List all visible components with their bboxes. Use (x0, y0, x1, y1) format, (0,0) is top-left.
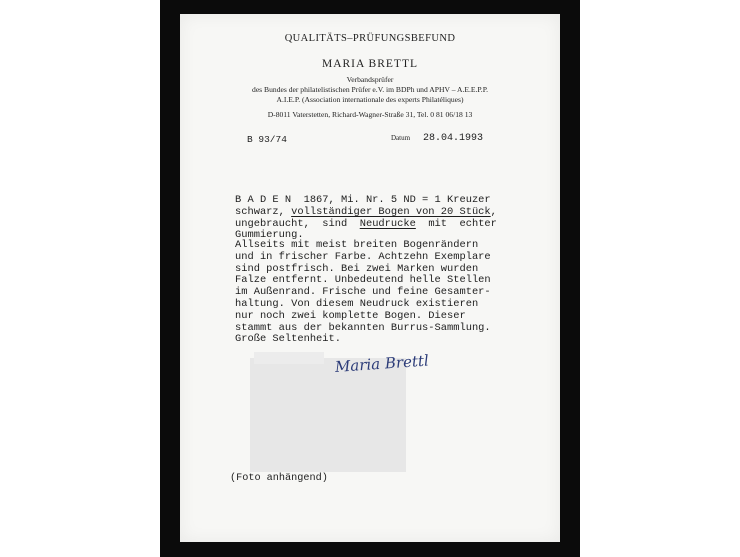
certificate-title: QUALITÄTS–PRÜFUNGSBEFUND (284, 33, 456, 44)
photo-area-top (254, 352, 324, 364)
condition-paragraph (235, 240, 491, 346)
desc-line: , (490, 205, 497, 218)
cond-line: sind postfrisch. Bei zwei Marken wurden (235, 262, 479, 275)
desc-line: Gummierung. (235, 229, 304, 242)
cond-line: haltung. Von diesem Neudruck existieren (235, 297, 479, 310)
desc-line: schwarz, (235, 205, 292, 218)
expert-role: Verbandsprüfer (346, 75, 394, 84)
desc-underlined: vollständiger Bogen von 20 Stück (291, 205, 491, 218)
aiep-line: A.I.E.P. (Association internationale des experts Philatéliques) (276, 95, 464, 104)
association-line: des Bundes der philatelistischen Prüfer e.V. im BDPh und APHV – A.E.E.P.P. (252, 85, 488, 94)
desc-line: mit echter (415, 217, 497, 230)
cond-line: im Außenrand. Frische und feine Gesamter- (235, 286, 491, 299)
cond-line: nur noch zwei komplette Bogen. Dieser (235, 309, 466, 322)
expert-name: MARIA BRETTL (321, 58, 418, 70)
cond-line: Allseits mit meist breiten Bogenrändern (235, 239, 479, 251)
photo-note: (Foto anhängend) (230, 473, 328, 484)
signature: Maria Brettl (334, 351, 430, 376)
reference-number: B 93/74 (247, 134, 287, 145)
cond-line: und in frischer Farbe. Achtzehn Exemplare (235, 250, 491, 263)
cond-line: stammt aus der bekannten Burrus-Sammlung. (235, 321, 491, 334)
address-line: D-8011 Vaterstetten, Richard-Wagner-Straße 31, Tel. 0 81 06/18 13 (267, 110, 473, 119)
desc-line: B A D E N 1867, Mi. Nr. 5 ND = 1 Kreuzer (235, 194, 491, 206)
description-paragraph (235, 195, 497, 242)
date-label: Datum (391, 134, 411, 142)
date-value: 28.04.1993 (423, 133, 484, 144)
desc-line: ungebraucht, sind (235, 217, 360, 230)
cond-line: Große Seltenheit. (235, 333, 342, 346)
photo-area (250, 358, 406, 472)
cond-line: Falze entfernt. Unbedeutend helle Stellen (235, 274, 491, 287)
desc-underlined: Neudrucke (359, 217, 416, 230)
certificate-page (180, 14, 560, 542)
